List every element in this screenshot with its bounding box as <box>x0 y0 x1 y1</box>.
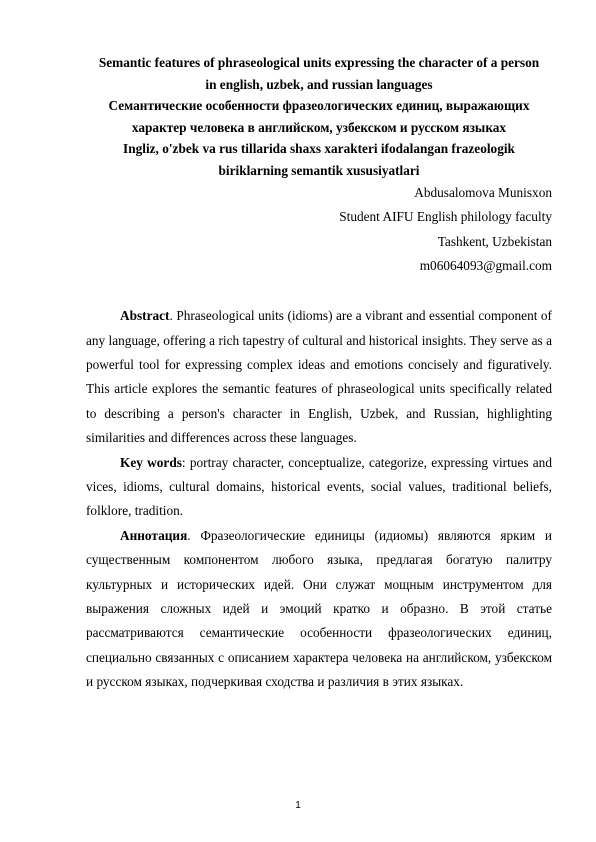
annotation-text: . Фразеологические единицы (идиомы) являются ярким и существенным компонентом любого языка, предлагая богатую палитру культурных и исторических идей. Они служат мощным инструментом для выражения сложных идей и эмоций кратко и образно. В этой статье рассматриваются семантические особенности фразеологических единиц, специально связанных с описанием характера человека на английском, узбекском и русском языках, подчеркивая сходства и различия в этих языках. <box>86 527 552 690</box>
title-russian-line-2: характер человека в английском, узбекском и русском языках <box>131 119 507 135</box>
title-russian-line-1: Семантические особенности фразеологических единиц, выражающих <box>108 98 530 113</box>
annotation-paragraph <box>86 524 552 695</box>
author-block <box>86 181 552 278</box>
title-block <box>86 52 552 181</box>
paper-page <box>86 52 552 695</box>
title-english-line-2: in english, uzbek, and russian languages <box>205 76 433 92</box>
title-uzbek-line-1: Ingliz, o'zbek va rus tillarida shaxs xarakteri ifodalangan frazeologik <box>123 141 515 156</box>
annotation-label: Аннотация <box>120 527 188 543</box>
page-number: 1 <box>295 800 301 811</box>
keywords-text: : portray character, conceptualize, categorize, expressing virtues and vices, idioms, cultural domains, historical events, social values, traditional beliefs, folklore, tradition. <box>86 454 552 519</box>
abstract-paragraph <box>86 304 552 450</box>
author-name: Abdusalomova Munisxon <box>414 185 552 200</box>
keywords-paragraph <box>86 451 552 524</box>
abstract-label: Abstract <box>120 308 170 324</box>
author-affiliation: Student AIFU English philology faculty <box>339 209 552 225</box>
title-english-line-1: Semantic features of phraseological units expressing the character of a person <box>98 55 540 70</box>
abstract-text: . Phraseological units (idioms) are a vibrant and essential component of any language, offering a rich tapestry of cultural and historical insights. They serve as a powerful tool for expressing complex ideas and emotions concisely and figuratively. This article explores the semantic features of phraseological units specifically related to describing a person's character in English, Uzbek, and Russian, highlighting similarities and differences across these languages. <box>86 308 552 446</box>
author-email: m06064093@gmail.com <box>419 257 552 273</box>
title-uzbek-line-2: biriklarning semantik xususiyatlari <box>218 162 420 178</box>
author-location: Tashkent, Uzbekistan <box>437 233 552 249</box>
keywords-label: Key words <box>120 454 182 470</box>
